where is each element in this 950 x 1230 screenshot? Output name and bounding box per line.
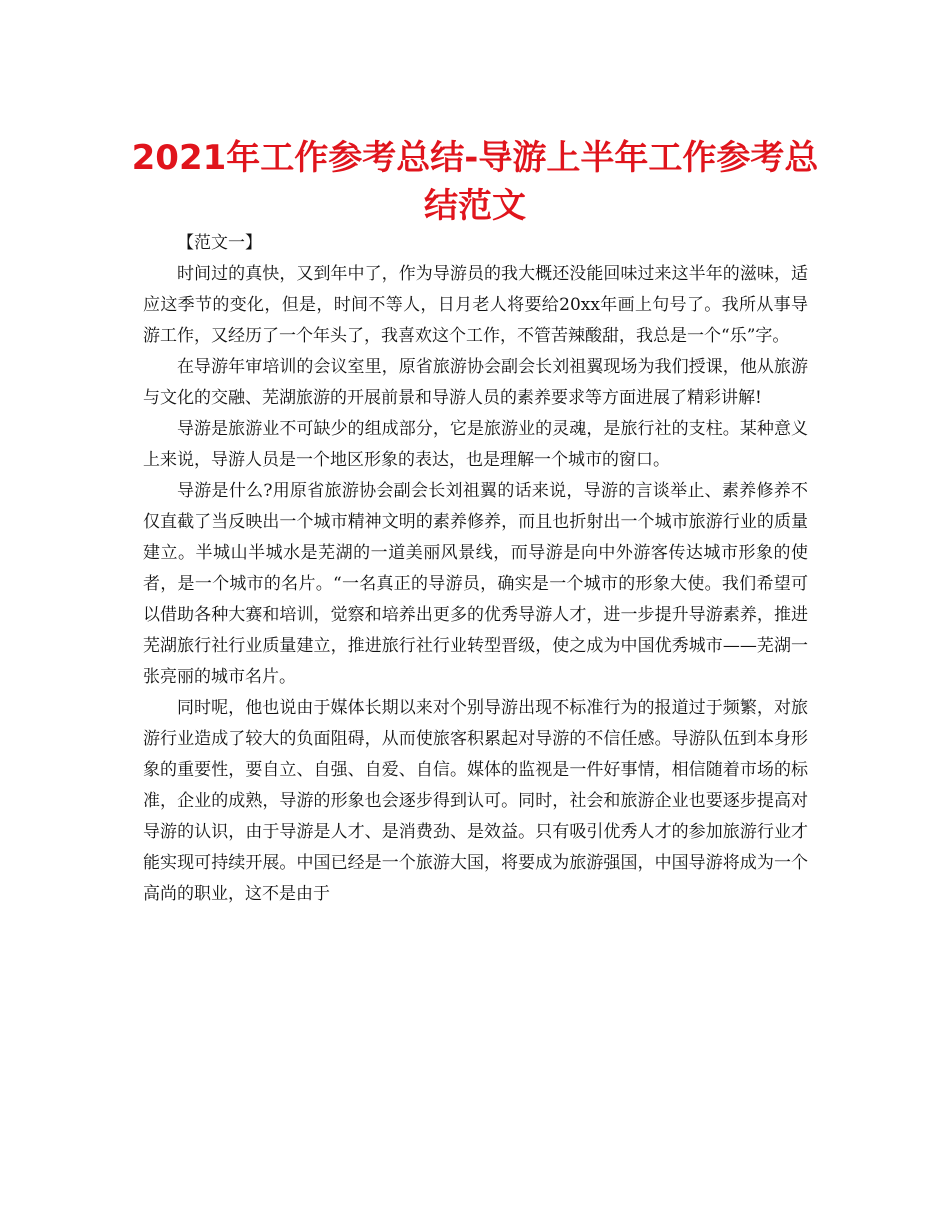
paragraph-3: 导游是旅游业不可缺少的组成部分，它是旅游业的灵魂，是旅行社的支柱。某种意义上来说，导游人员是一个地区形象的表达，也是理解一个城市的窗口。 [143, 419, 808, 470]
section-label: 【范文一】 [177, 233, 262, 253]
document-title: 2021年工作参考总结-导游上半年工作参考总结范文 [131, 138, 819, 226]
paragraph-2: 在导游年审培训的会议室里，原省旅游协会副会长刘祖翼现场为我们授课，他从旅游与文化的交融、芜湖旅游的开展前景和导游人员的素养要求等方面进展了精彩讲解! [143, 357, 808, 408]
paragraph-5: 同时呢，他也说由于媒体长期以来对个别导游出现不标准行为的报道过于频繁，对旅游行业造成了较大的负面阻碍，从而使旅客积累起对导游的不信任感。导游队伍到本身形象的重要性，要自立、自强、自爱、自信。媒体的监视是一件好事情，相信随着市场的标准，企业的成熟，导游的形象也会逐步得到认可。同时，社会和旅游企业也要逐步提高对导游的认识，由于导游是人才、是消费劲、是效益。只有吸引优秀人才的参加旅游行业才能实现可持续开展。中国已经是一个旅游大国，将要成为旅游强国，中国导游将成为一个高尚的职业，这不是由于 [143, 698, 808, 904]
paragraph-1: 时间过的真快，又到年中了，作为导游员的我大概还没能回味过来这半年的滋味，适应这季节的变化，但是，时间不等人，日月老人将要给20xx年画上句号了。我所从事导游工作，又经历了一个年头了，我喜欢这个工作，不管苦辣酸甜，我总是一个“乐”字。 [143, 264, 808, 346]
document-body [143, 228, 808, 910]
paragraph-4: 导游是什么?用原省旅游协会副会长刘祖翼的话来说，导游的言谈举止、素养修养不仅直截了当反映出一个城市精神文明的素养修养，而且也折射出一个城市旅游行业的质量建立。半城山半城水是芜湖的一道美丽风景线，而导游是向中外游客传达城市形象的使者，是一个城市的名片。“一名真正的导游员，确实是一个城市的形象大使。我们希望可以借助各种大赛和培训，觉察和培养出更多的优秀导游人才，进一步提升导游素养，推进芜湖旅行社行业质量建立，推进旅行社行业转型晋级，使之成为中国优秀城市——芜湖一张亮丽的城市名片。 [143, 481, 808, 687]
